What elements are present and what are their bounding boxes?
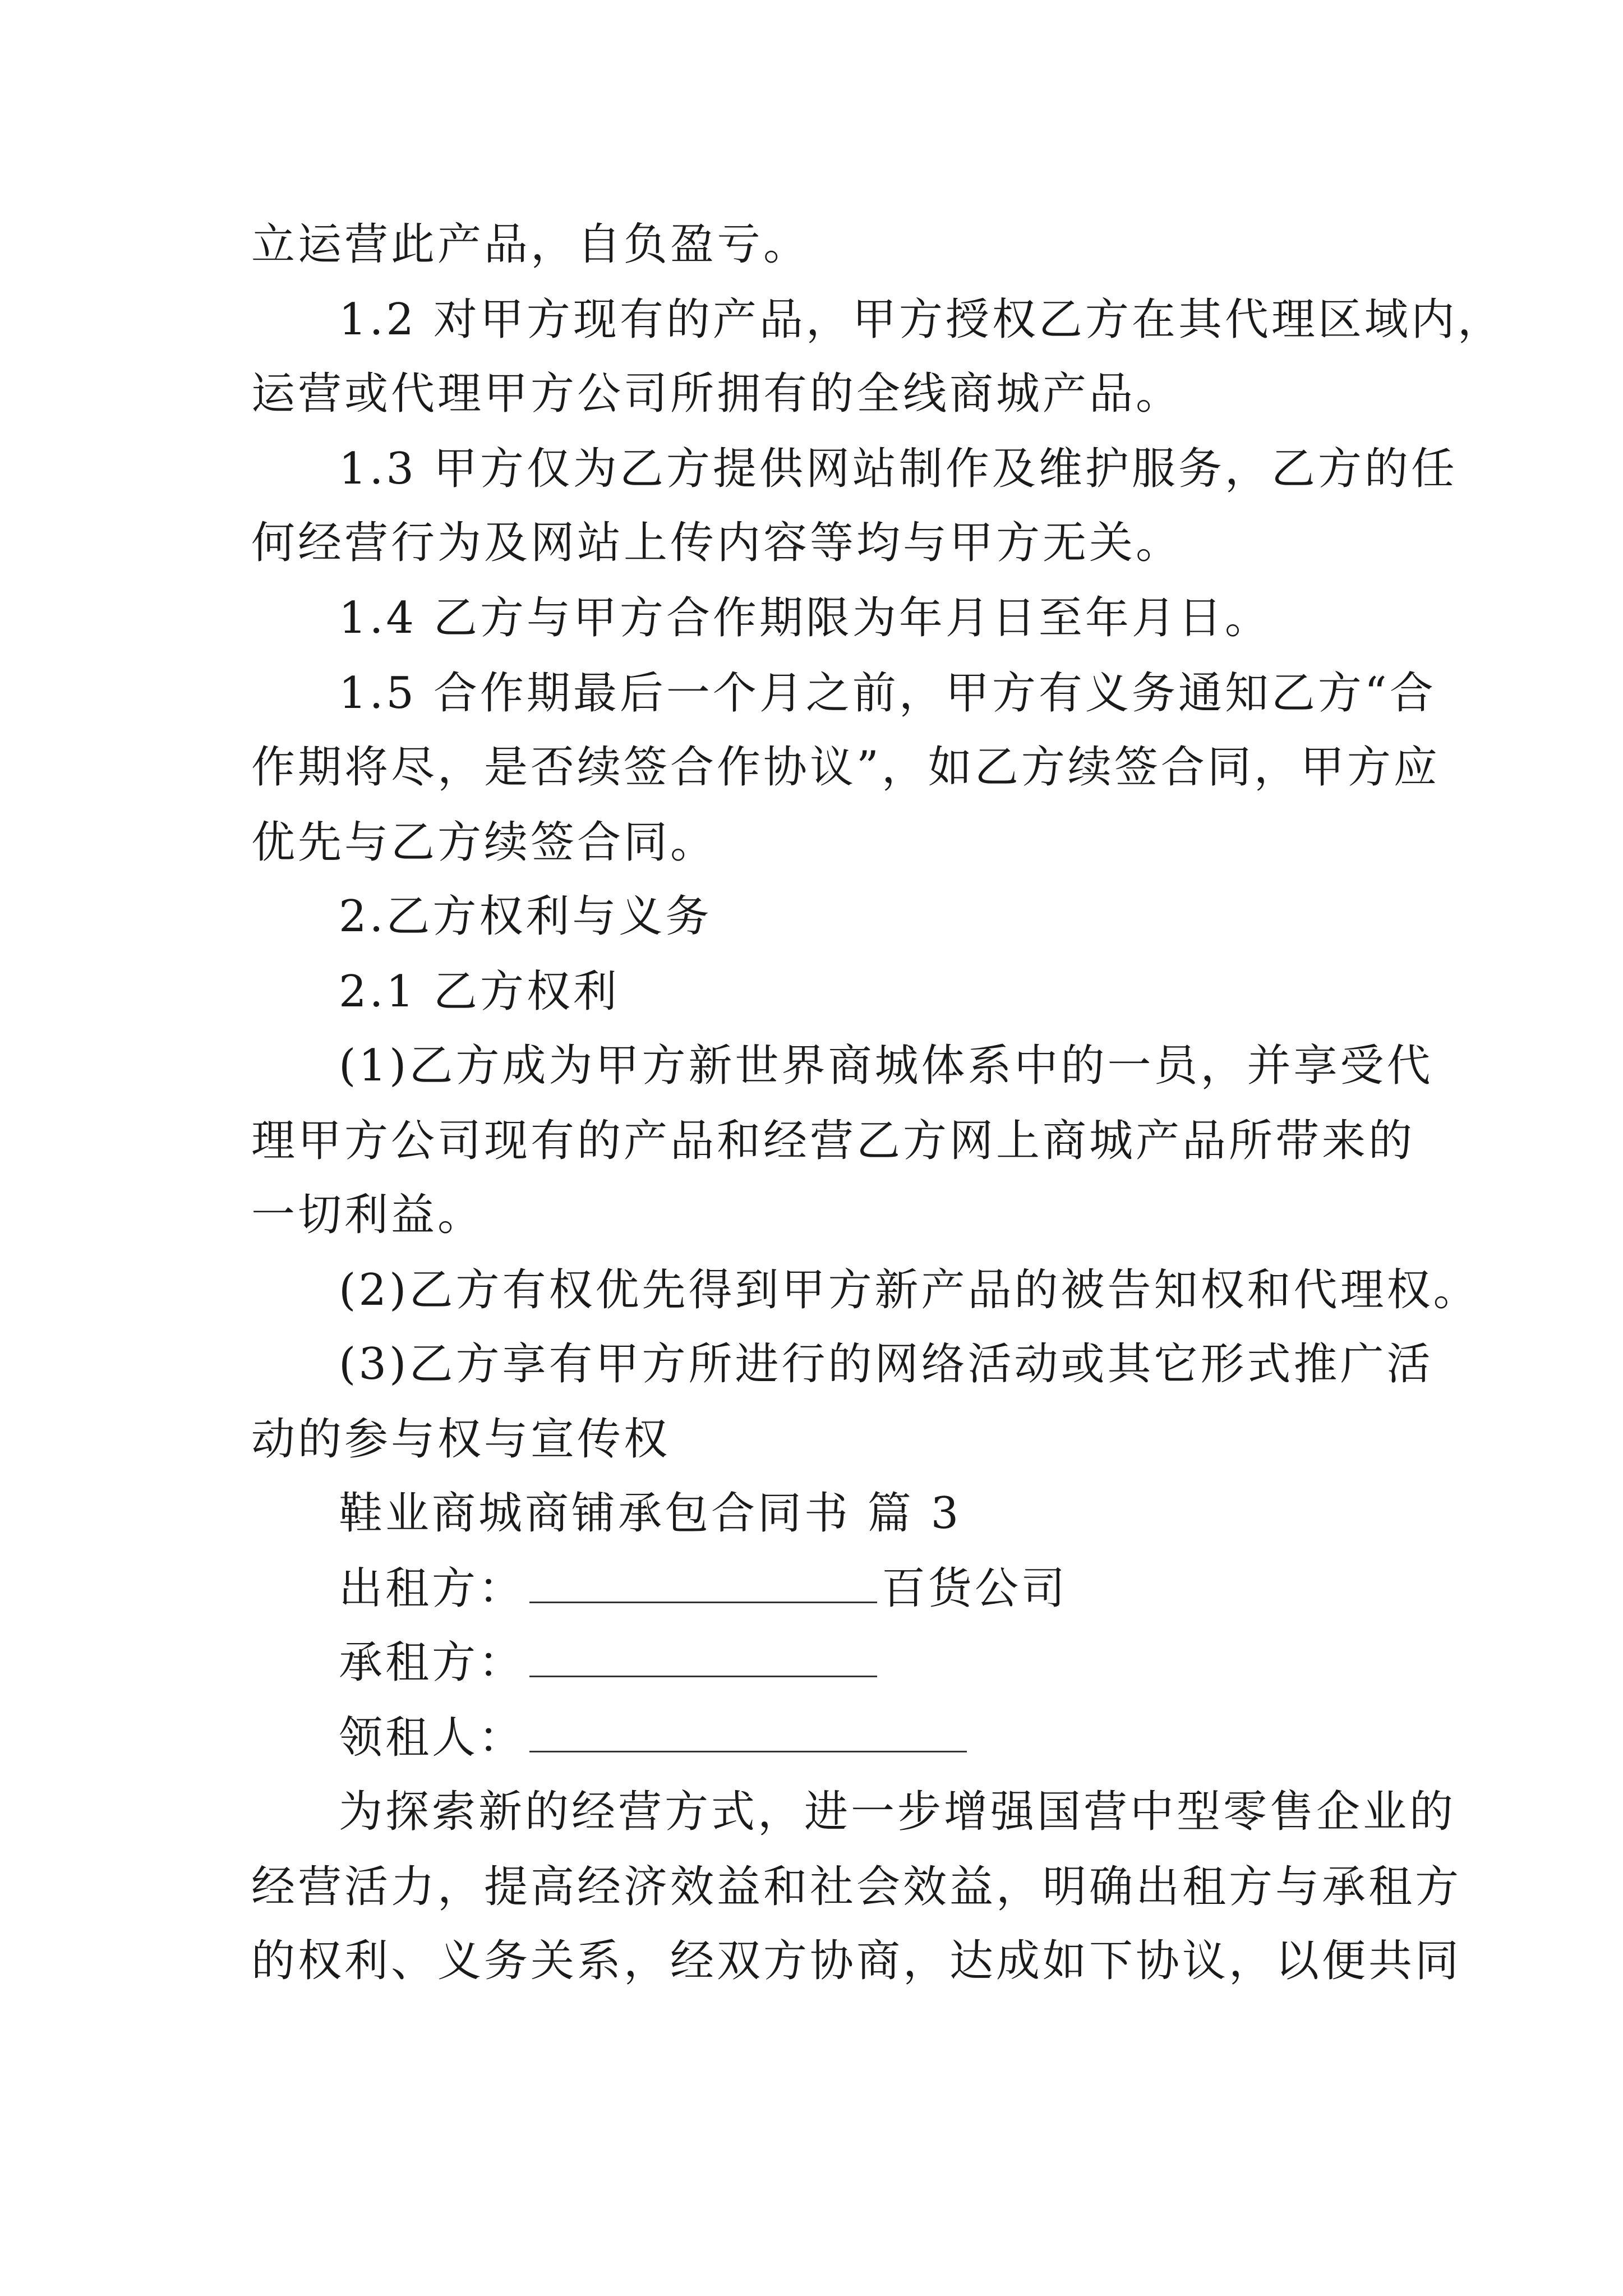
lessee-blank	[529, 1636, 877, 1677]
text-line: 何经营行为及网站上传内容等均与甲方无关。	[251, 518, 1183, 568]
preamble-paragraph: 为探索新的经营方式，进一步增强国营中型零售企业的	[339, 1787, 1456, 1837]
right-item-3: (3)乙方享有甲方所进行的网络活动或其它形式推广活	[339, 1339, 1433, 1389]
clause-1-5: 1.5 合作期最后一个月之前，甲方有义务通知乙方“合	[339, 668, 1436, 719]
lessee-label: 承租方：	[339, 1637, 525, 1688]
text-line: 的权利、义务关系，经双方协商，达成如下协议，以便共同	[251, 1936, 1462, 1986]
leader-label: 领租人：	[339, 1713, 525, 1763]
leader-blank	[529, 1711, 967, 1752]
section-2-heading: 2.乙方权利与义务	[339, 891, 712, 942]
right-item-2: (2)乙方有权优先得到甲方新产品的被告知权和代理权。	[339, 1265, 1480, 1315]
lessee-line	[339, 1635, 882, 1691]
text-line: 运营或代理甲方公司所拥有的全线商城产品。	[251, 369, 1183, 419]
text-line: 动的参与权与宣传权	[251, 1414, 671, 1465]
contract-title: 鞋业商城商铺承包合同书 篇 3	[339, 1488, 962, 1539]
lessor-label: 出租方：	[339, 1563, 525, 1614]
text-line: 经营活力，提高经济效益和社会效益，明确出租方与承租方	[251, 1862, 1462, 1912]
text-line: 优先与乙方续签合同。	[251, 817, 717, 868]
text-line: 立运营此产品，自负盈亏。	[251, 219, 810, 270]
text-line: 作期将尽，是否续签合作协议”，如乙方续签合同，甲方应	[251, 742, 1440, 793]
lessor-blank	[529, 1562, 877, 1603]
lessor-suffix: 百货公司	[882, 1563, 1068, 1614]
text-line: 理甲方公司现有的产品和经营乙方网上商城产品所带来的	[251, 1116, 1415, 1166]
right-item-1: (1)乙方成为甲方新世界商城体系中的一员，并享受代	[339, 1041, 1433, 1091]
clause-1-2: 1.2 对甲方现有的产品，甲方授权乙方在其代理区域内，	[339, 295, 1504, 345]
clause-1-3: 1.3 甲方仅为乙方提供网站制作及维护服务，乙方的任	[339, 444, 1458, 494]
lessor-line	[339, 1561, 1068, 1617]
text-line: 一切利益。	[251, 1190, 485, 1240]
section-2-1-heading: 2.1 乙方权利	[339, 967, 620, 1017]
clause-1-4: 1.4 乙方与甲方合作期限为年月日至年月日。	[339, 593, 1271, 643]
leader-line	[339, 1710, 971, 1766]
